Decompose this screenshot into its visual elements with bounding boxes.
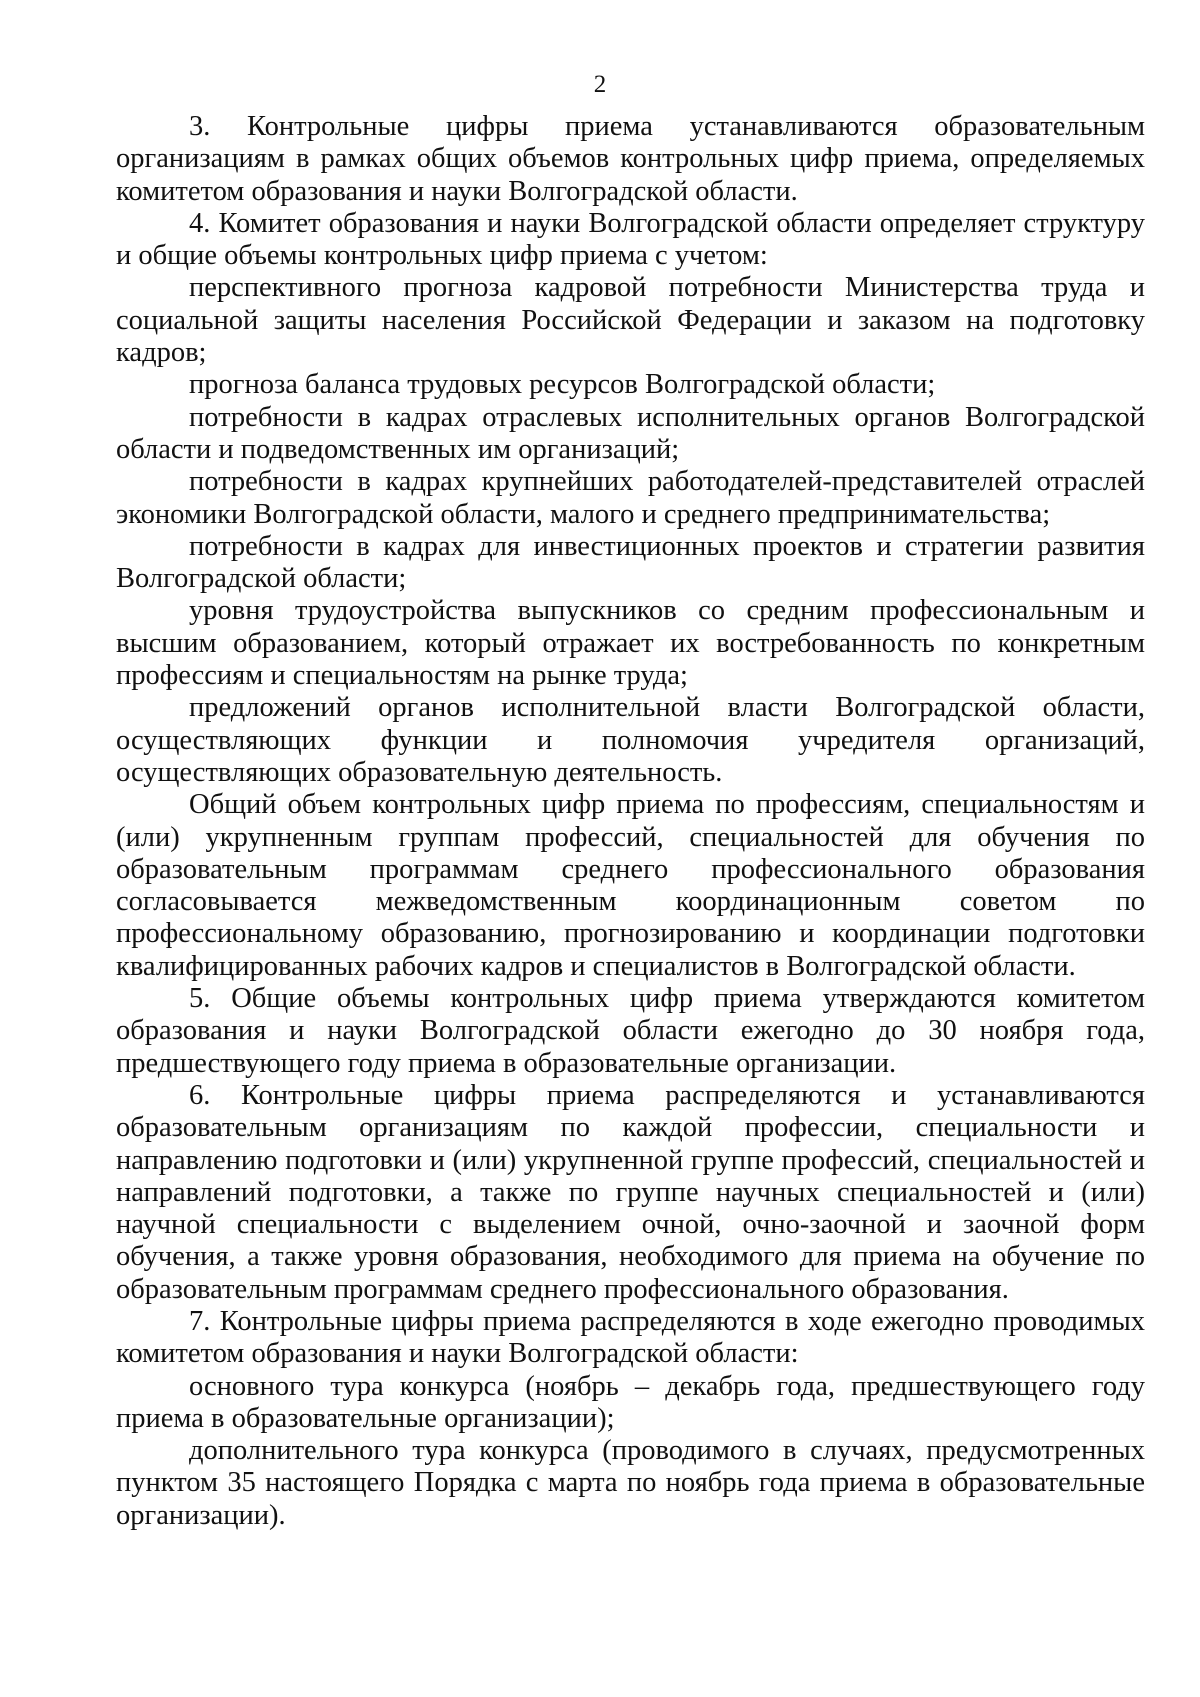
paragraph-investment-needs: потребности в кадрах для инвестиционных проектов и стратегии развития Волгоградской области; [116,530,1145,595]
page-number: 2 [593,71,607,98]
paragraph-employers-needs: потребности в кадрах крупнейших работодателей-представителей отраслей экономики Волгоградской области, малого и среднего предпринимательства; [116,466,1145,530]
paragraph-general-volume: Общий объем контрольных цифр приема по профессиям, специальностям и (или) укрупненным группам профессий, специальностей для обучения по образовательным программам среднего профессионального образования согласовывается межведомственным координационным советом по профессиональному образованию, прогнозированию и координации подготовки квалифицированных рабочих кадров и специалистов в Волгоградской области. [116,789,1145,982]
paragraph-item-6: 6. Контрольные цифры приема распределяются и устанавливаются образовательным организациям по каждой профессии, специальности и направлению подготовки и (или) укрупненной группе профессий, специальностей и направлений подготовки, а также по группе научных специальностей и (или) научной специальности с выделением очной, очно-заочной и заочной форм обучения, а также уровня образования, необходимого для приема на обучение по образовательным программам среднего профессионального образования. [116,1079,1145,1305]
paragraph-item-5: 5. Общие объемы контрольных цифр приема утверждаются комитетом образования и науки Волгоградской области ежегодно до 30 ноября года, предшествующего году приема в образовательные организации. [116,983,1145,1079]
paragraph-item-4: 4. Комитет образования и науки Волгоградской области определяет структуру и общие объемы контрольных цифр приема с учетом: [116,207,1145,272]
paragraph-labor-balance: прогноза баланса трудовых ресурсов Волгоградской области; [189,369,936,401]
paragraph-sector-bodies-needs: потребности в кадрах отраслевых исполнительных органов Волгоградской области и подведомственных им организаций; [116,401,1145,465]
paragraph-graduate-employment: уровня трудоустройства выпускников со средним профессиональным и высшим образованием, который отражает их востребованность по конкретным профессиям и специальностям на рынке труда; [116,595,1145,692]
paragraph-item-3: 3. Контрольные цифры приема устанавливаются образовательным организациям в рамках общих объемов контрольных цифр приема, определяемых комитетом образования и науки Волгоградской области. [116,111,1145,207]
paragraph-forecast-labor-ministry: перспективного прогноза кадровой потребности Министерства труда и социальной защиты населения Российской Федерации и заказом на подготовку кадров; [116,272,1145,369]
document-body [116,111,1145,1532]
paragraph-additional-round: дополнительного тура конкурса (проводимого в случаях, предусмотренных пунктом 35 настоящего Порядка с марта по ноябрь года приема в образовательные организации). [116,1435,1145,1531]
paragraph-item-7: 7. Контрольные цифры приема распределяются в ходе ежегодно проводимых комитетом образования и науки Волгоградской области: [116,1305,1145,1370]
paragraph-main-round: основного тура конкурса (ноябрь – декабрь года, предшествующего году приема в образовательные организации); [116,1370,1145,1434]
paragraph-executive-proposals: предложений органов исполнительной власти Волгоградской области, осуществляющих функции и полномочия учредителя организаций, осуществляющих образовательную деятельность. [116,692,1145,788]
